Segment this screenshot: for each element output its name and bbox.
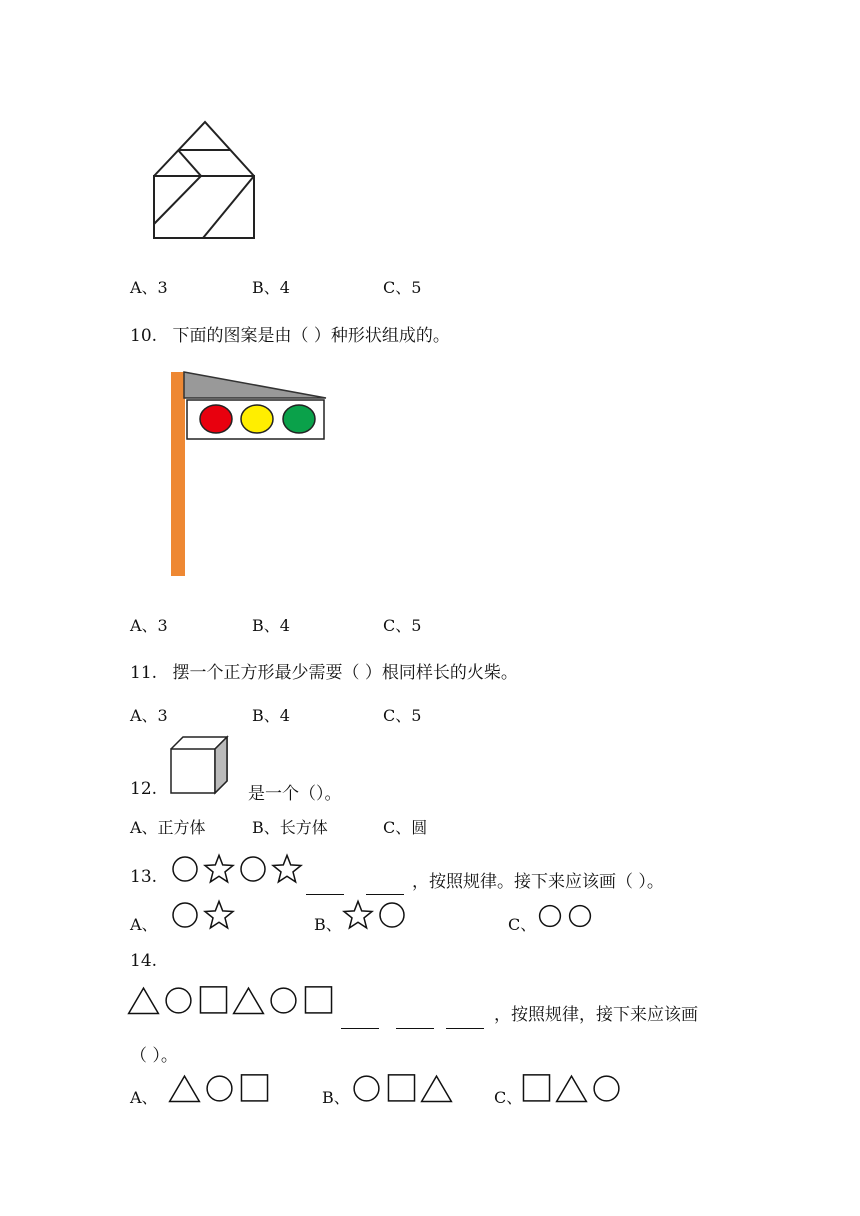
q11-option-a[interactable]: A、3 bbox=[130, 706, 168, 725]
q13-sequence bbox=[170, 854, 306, 884]
q10-number: 10. bbox=[130, 326, 158, 346]
q11-number: 11. bbox=[130, 663, 158, 683]
q13-option-b-shapes[interactable] bbox=[343, 900, 411, 930]
square-icon bbox=[239, 1073, 270, 1104]
q14-text: ，按照规律，接下来应该画 bbox=[494, 1005, 698, 1025]
traffic-light-hood bbox=[184, 372, 326, 398]
q12-option-a[interactable]: A、正方体 bbox=[130, 818, 206, 837]
q13-option-a-label[interactable]: A、 bbox=[130, 915, 158, 934]
q9-option-b[interactable]: B、4 bbox=[252, 278, 290, 297]
q13-option-b-label[interactable]: B、 bbox=[314, 915, 342, 934]
q13-option-a-shapes[interactable] bbox=[170, 900, 238, 930]
q12-option-b[interactable]: B、长方体 bbox=[252, 818, 328, 837]
circle-icon bbox=[204, 1073, 235, 1104]
q14-option-c-label[interactable]: C、 bbox=[494, 1088, 523, 1107]
q14-option-b-label[interactable]: B、 bbox=[322, 1088, 350, 1107]
q14-blank-3[interactable] bbox=[446, 1014, 484, 1034]
red-light bbox=[200, 405, 232, 433]
q14-text-2: （ ）。 bbox=[130, 1046, 178, 1066]
q10-text: 下面的图案是由（ ）种形状组成的。 bbox=[172, 326, 450, 346]
q14-blank-1[interactable] bbox=[341, 1014, 379, 1034]
yellow-light bbox=[241, 405, 273, 433]
square-icon bbox=[521, 1073, 552, 1104]
square-icon bbox=[303, 985, 334, 1016]
q11-option-c[interactable]: C、5 bbox=[383, 706, 422, 725]
q14-number: 14. bbox=[130, 951, 158, 971]
q14-option-a-label[interactable]: A、 bbox=[130, 1088, 158, 1107]
square-icon bbox=[386, 1073, 417, 1104]
circle-icon bbox=[268, 985, 299, 1016]
q13-blank-1[interactable] bbox=[306, 880, 344, 900]
star-icon bbox=[272, 854, 302, 884]
circle-icon bbox=[170, 900, 200, 930]
circle-icon bbox=[351, 1073, 382, 1104]
triangle-icon bbox=[233, 985, 264, 1016]
q12-text: 是一个（）。 bbox=[248, 784, 342, 804]
q11-text: 摆一个正方形最少需要（ ）根同样长的火柴。 bbox=[172, 663, 518, 683]
q14-option-c-shapes[interactable] bbox=[521, 1073, 626, 1104]
q14-blank-2[interactable] bbox=[396, 1014, 434, 1034]
triangle-icon bbox=[169, 1073, 200, 1104]
star-icon bbox=[204, 854, 234, 884]
q9-option-c[interactable]: C、5 bbox=[383, 278, 422, 297]
q13-option-c-shapes[interactable] bbox=[537, 903, 597, 929]
traffic-light-figure bbox=[166, 368, 336, 580]
star-icon bbox=[343, 900, 373, 930]
q10-option-a[interactable]: A、3 bbox=[130, 616, 168, 635]
circle-icon bbox=[591, 1073, 622, 1104]
cube-icon bbox=[168, 735, 230, 797]
circle-icon bbox=[537, 903, 563, 929]
triangle-icon bbox=[128, 985, 159, 1016]
circle-icon bbox=[170, 854, 200, 884]
q14-sequence bbox=[128, 985, 338, 1016]
triangle-icon bbox=[556, 1073, 587, 1104]
green-light bbox=[283, 405, 315, 433]
circle-icon bbox=[377, 900, 407, 930]
q11-option-b[interactable]: B、4 bbox=[252, 706, 290, 725]
q13-option-c-label[interactable]: C、 bbox=[508, 915, 537, 934]
traffic-light-pole bbox=[171, 372, 185, 576]
q12-number: 12. bbox=[130, 779, 158, 799]
q9-option-a[interactable]: A、3 bbox=[130, 278, 168, 297]
square-icon bbox=[198, 985, 229, 1016]
q10-option-c[interactable]: C、5 bbox=[383, 616, 422, 635]
circle-icon bbox=[238, 854, 268, 884]
q10-question bbox=[130, 321, 450, 346]
circle-icon bbox=[163, 985, 194, 1016]
star-icon bbox=[204, 900, 234, 930]
q13-number: 13. bbox=[130, 867, 158, 887]
q14-option-a-shapes[interactable] bbox=[169, 1073, 274, 1104]
triangle-icon bbox=[421, 1073, 452, 1104]
q12-option-c[interactable]: C、圆 bbox=[383, 818, 428, 837]
q13-blank-2[interactable] bbox=[366, 880, 404, 900]
q10-option-b[interactable]: B、4 bbox=[252, 616, 290, 635]
circle-icon bbox=[567, 903, 593, 929]
q14-option-b-shapes[interactable] bbox=[351, 1073, 456, 1104]
q11-question bbox=[130, 658, 518, 683]
q13-text: ，按照规律。接下来应该画（ ）。 bbox=[412, 872, 664, 892]
house-tangram-figure bbox=[148, 118, 268, 243]
